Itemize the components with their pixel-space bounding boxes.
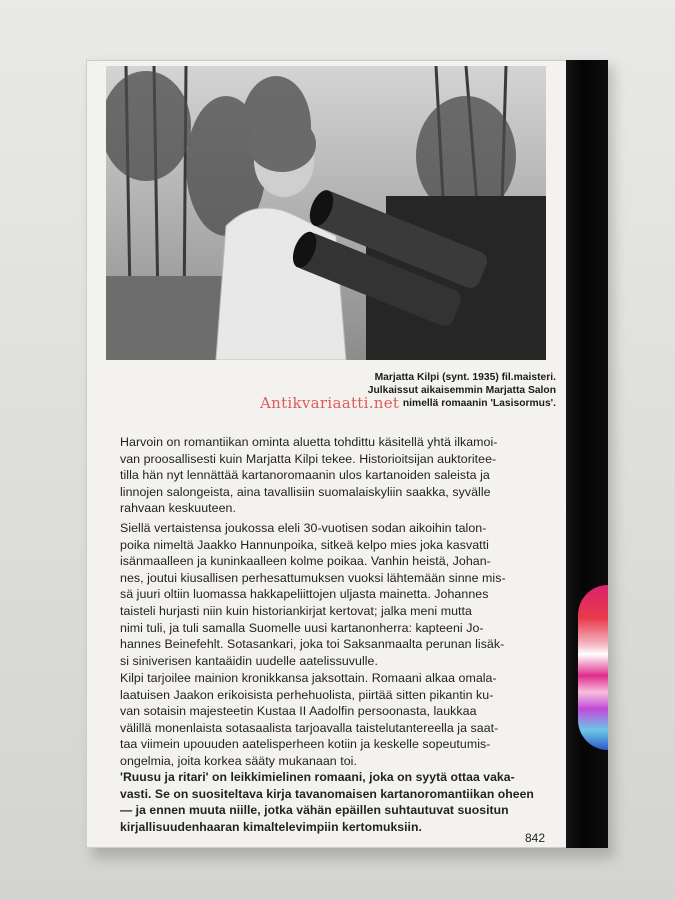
text-line: 'Ruusu ja ritari' on leikkimielinen romaani, joka on syytä ottaa vaka-: [120, 770, 515, 784]
paragraph-intro: [120, 434, 560, 517]
text-line: isänmaalleen ja kuninkaalleen kolme poikaa. Vanhin heistä, Johan-: [120, 554, 491, 569]
text-line: — ja ennen muuta niille, jotka vähän epäillen suhtautuvat suositun: [120, 803, 509, 818]
text-line: Siellä vertaistensa joukossa eleli 30-vuotisen sodan aikoihin talon-: [120, 521, 487, 535]
caption-line: Marjatta Kilpi (synt. 1935) fil.maisteri.: [374, 372, 556, 383]
text-line: taa viimein upouuden aatelisperheen kotiin ja keskelle sopeutumis-: [120, 737, 491, 752]
book-code: 842: [525, 831, 546, 845]
text-line: Kilpi tarjoilee mainion kronikkansa jaksottain. Romaani alkaa omala-: [120, 671, 497, 685]
text-line: ongelmia, joita korkea sääty mukanaan toi.: [120, 753, 357, 768]
text-line: taisteli hurjasti niin kuin historiankirjat kertovat; jalka meni mutta: [120, 603, 472, 618]
text-line: si siniverisen kantaäidin uudelle aatelissuvulle.: [120, 653, 378, 668]
text-line: laatuisen Jaakon erikoisista perhehuolista, piirtää sitten pikantin ku-: [120, 687, 494, 702]
text-line: poika nimeltä Jaakko Hannunpoika, sitkeä kelpo mies joka kasvatti: [120, 537, 489, 552]
text-line: tilla hän nyt lennättää kartanoromaanin ulos kartanoiden saleista ja: [120, 468, 490, 483]
caption-line: Julkaissut aikaisemmin Marjatta Salon: [367, 385, 556, 397]
text-line: sä juuri oltiin luomassa hakkapeliittojen uljasta mainetta. Johannes: [120, 587, 489, 602]
paragraph-structure: [120, 670, 560, 770]
spine-color-graphic: [578, 585, 608, 750]
text-line: nes, joutui kiusallisen perhesattumuksen vuoksi lähtemään sinne mis-: [120, 570, 506, 585]
text-line: vasti. Se on suositeltava kirja tavanomaisen kartanoromantiikan oheen: [120, 786, 534, 801]
text-line: kirjallisuudenhaaran kimaltelevimpiin kertomuksiin.: [120, 819, 422, 834]
text-line: nimi tuli, ja tuli samalla Suomelle uusi kartanonherra: kapteeni Jo-: [120, 620, 484, 635]
paragraph-summary: [120, 769, 560, 835]
text-line: Harvoin on romantiikan ominta aluetta tohdittu käsitellä yhtä ilkamoi-: [120, 435, 498, 449]
text-line: hannes Beinefehlt. Sotasankari, joka toi Saksanmaalta perunan lisäk-: [120, 637, 505, 652]
watermark: Antikvariaatti.net: [260, 394, 400, 412]
text-line: välillä monenlaista sotasaalista tarjoavalla taistelutantereella ja saat-: [120, 720, 499, 735]
paragraph-story: [120, 520, 560, 669]
text-line: rahvaan keskuuteen.: [120, 501, 236, 516]
author-photo: [106, 66, 546, 360]
text-line: linnojen salongeista, aina tavallisiin suomalaiskyliin saakka, syvälle: [120, 484, 491, 499]
text-line: van sotaisin majesteetin Kustaa II Aadolfin persoonasta, laukkaa: [120, 704, 477, 719]
text-line: van proosallisesti kuin Marjatta Kilpi tekee. Historioitsijan auktoritee-: [120, 451, 497, 466]
caption-line: nimellä romaanin 'Lasisormus'.: [402, 398, 556, 410]
